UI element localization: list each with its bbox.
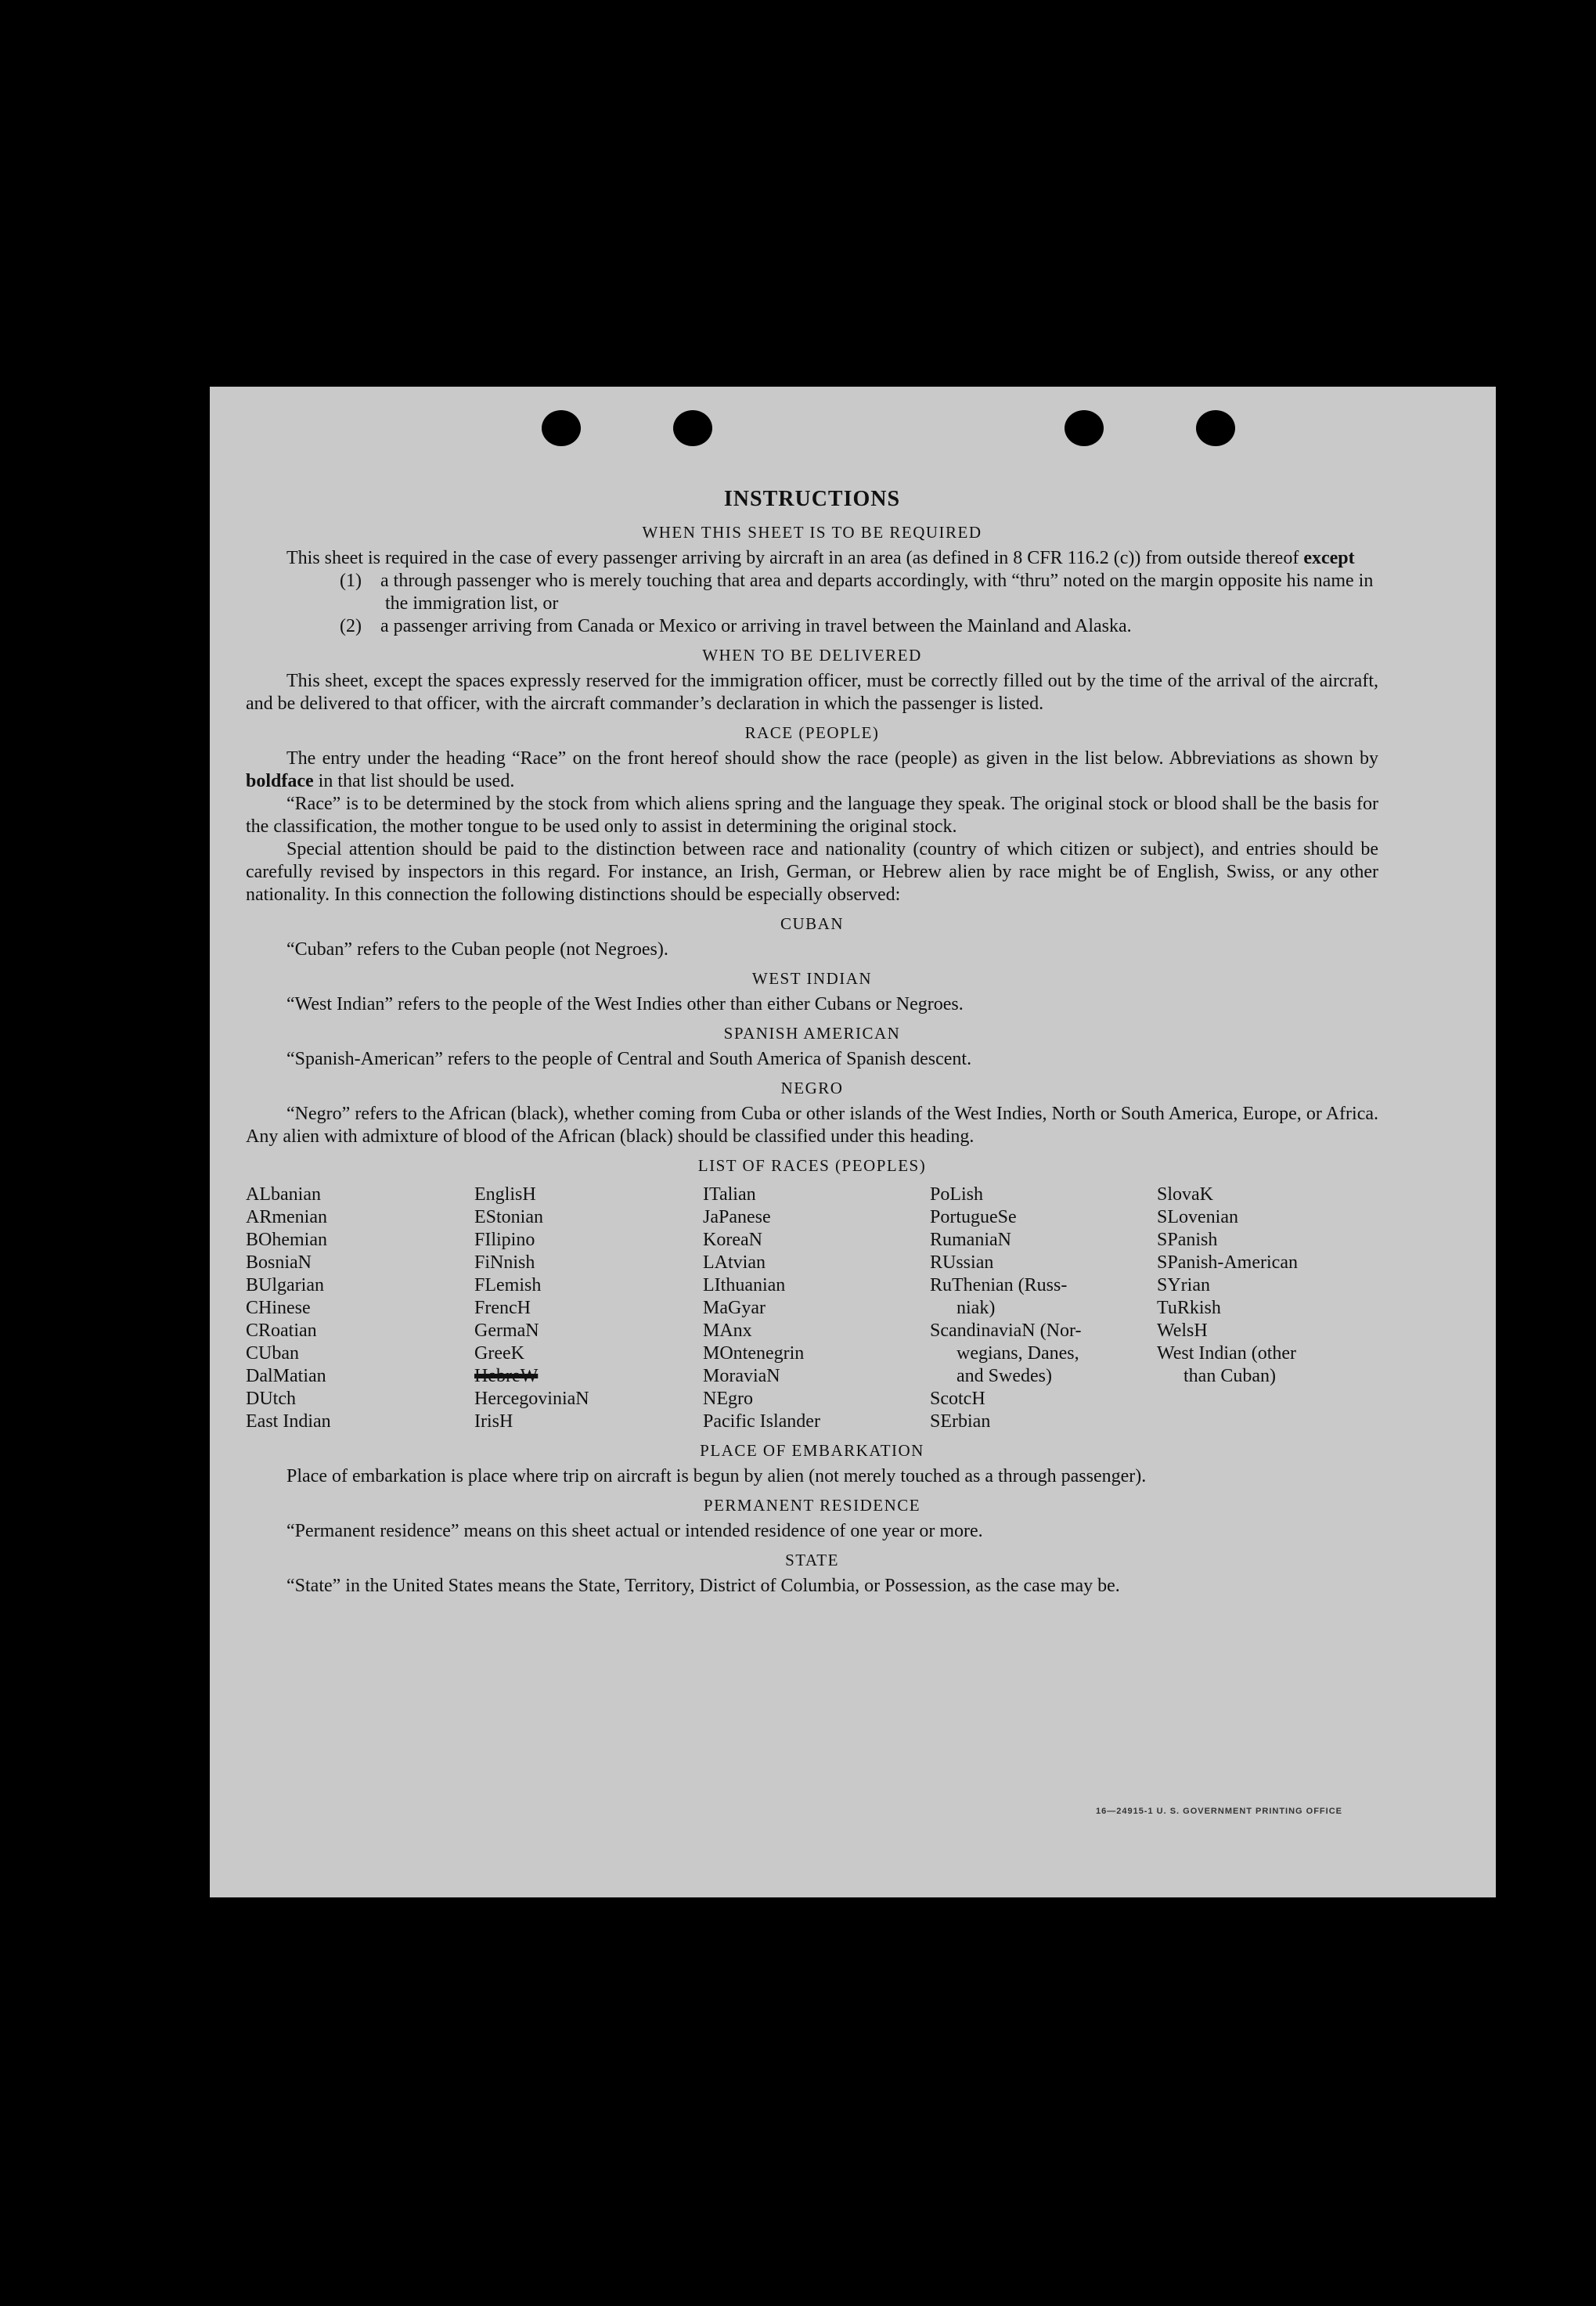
west-indian-text: “West Indian” refers to the people of the West Indies other than either Cubans or Negroes. <box>286 994 964 1014</box>
heading-race: RACE (PEOPLE) <box>744 723 880 742</box>
residence-text: “Permanent residence” means on this sheet actual or intended residence of one year or more. <box>286 1521 983 1541</box>
required-intro-text: This sheet is required in the case of every passenger arriving by aircraft in an area (as defined in 8 CFR 116.2 (c)) from outside thereof <box>286 548 1299 568</box>
race-entry: TuRkish <box>1157 1298 1221 1318</box>
state-text: “State” in the United States means the State, Territory, District of Columbia, or Possession, as the case may be. <box>286 1576 1120 1596</box>
race-entry: PortugueSe <box>930 1207 1017 1227</box>
race-entry: MaGyar <box>703 1298 766 1318</box>
race-entry: MoraviaN <box>703 1366 780 1386</box>
race-entry: WelsH <box>1157 1321 1208 1341</box>
race-entry: RUssian <box>930 1252 994 1273</box>
race-entry-continued: and Swedes) <box>957 1366 1052 1386</box>
race-entry: CUban <box>246 1343 299 1364</box>
heading-delivered: WHEN TO BE DELIVERED <box>702 646 922 665</box>
race-paragraph-3: Special attention should be paid to the distinction between race and nationality (country of which citizen or subject), and entries should be carefully revised by inspectors in this regard. For instance, an Irish, German, or Hebrew alien by race might be of English, Swiss, or any other nationality. In this connection the following distinctions should be especially observed: <box>246 839 1378 905</box>
race-entry: FrencH <box>474 1298 531 1318</box>
race-entry: SLovenian <box>1157 1207 1238 1227</box>
race-entry-continued: niak) <box>957 1298 996 1318</box>
race-entry: ITalian <box>703 1184 756 1205</box>
race-entry: RuThenian (Russ- <box>930 1275 1068 1295</box>
races-column <box>930 1184 1157 1433</box>
race-p1-text: The entry under the heading “Race” on the front hereof should show the race (people) as given in the list below. Abbreviations as shown by <box>286 748 1378 769</box>
race-entry: FLemish <box>474 1275 542 1295</box>
race-entry: CHinese <box>246 1298 311 1318</box>
race-entry: MOntenegrin <box>703 1343 805 1364</box>
heading-list-of-races: LIST OF RACES (PEOPLES) <box>697 1156 927 1175</box>
race-entry: RumaniaN <box>930 1230 1011 1250</box>
exception-number: (1) <box>340 571 362 591</box>
race-entry: PoLish <box>930 1184 984 1205</box>
race-entry: CRoatian <box>246 1321 317 1341</box>
race-entry: DUtch <box>246 1389 296 1409</box>
instruction-sheet <box>210 387 1496 1897</box>
exception-number: (2) <box>340 616 362 636</box>
race-entry: FiNnish <box>474 1252 535 1273</box>
race-paragraph-1 <box>246 748 1378 793</box>
race-entry: ScandinaviaN (Nor- <box>930 1321 1082 1341</box>
heading-spanish-american: SPANISH AMERICAN <box>723 1024 901 1043</box>
race-entry: ALbanian <box>246 1184 321 1205</box>
race-entry: IrisH <box>474 1411 513 1432</box>
race-entry: HercegoviniaN <box>474 1389 589 1409</box>
negro-text: “Negro” refers to the African (black), whether coming from Cuba or other islands of the West Indies, North or South America, Europe, or Africa. Any alien with admixture of blood of the African (black) should be classified under this heading. <box>246 1104 1378 1147</box>
race-entry: MAnx <box>703 1321 752 1341</box>
race-p1-text-end: in that list should be used. <box>318 771 515 791</box>
race-p1-boldface: boldface <box>246 771 314 791</box>
race-entry: KoreaN <box>703 1230 762 1250</box>
heading-required: WHEN THIS SHEET IS TO BE REQUIRED <box>642 523 982 542</box>
races-column <box>703 1184 930 1433</box>
races-list <box>246 1184 1378 1433</box>
race-entry: JaPanese <box>703 1207 771 1227</box>
embarkation-text: Place of embarkation is place where trip on aircraft is begun by alien (not merely touched as a through passenger). <box>286 1466 1147 1486</box>
race-entry: SErbian <box>930 1411 991 1432</box>
race-entry: SPanish-American <box>1157 1252 1298 1273</box>
races-column <box>246 1184 474 1433</box>
race-entry: BosniaN <box>246 1252 312 1273</box>
race-entry: GreeK <box>474 1343 524 1364</box>
heading-negro: NEGRO <box>780 1079 844 1097</box>
race-entry: GermaN <box>474 1321 539 1341</box>
race-entry: EnglisH <box>474 1184 536 1205</box>
binder-hole <box>1196 410 1235 446</box>
page-title: INSTRUCTIONS <box>723 487 901 511</box>
heading-west-indian: WEST INDIAN <box>751 969 873 988</box>
races-column <box>474 1184 703 1433</box>
race-entry: NEgro <box>703 1389 753 1409</box>
heading-embarkation: PLACE OF EMBARKATION <box>700 1441 924 1460</box>
required-intro-except: except <box>1303 548 1355 568</box>
exception-item <box>340 615 1378 638</box>
race-entry: East Indian <box>246 1411 331 1432</box>
binder-hole <box>542 410 581 446</box>
race-entry: West Indian (other <box>1157 1343 1297 1364</box>
race-entry: ScotcH <box>930 1389 985 1409</box>
race-entry: SlovaK <box>1157 1184 1213 1205</box>
heading-permanent-residence: PERMANENT RESIDENCE <box>703 1496 921 1515</box>
print-code: 16—24915-1 U. S. GOVERNMENT PRINTING OFFICE <box>1095 1807 1342 1816</box>
race-entry: EStonian <box>474 1207 543 1227</box>
required-intro <box>246 547 1378 570</box>
race-entry: LAtvian <box>703 1252 766 1273</box>
race-entry-struck: HebreW <box>474 1366 539 1386</box>
exception-text: a passenger arriving from Canada or Mexico or arriving in travel between the Mainland and Alaska. <box>380 616 1132 636</box>
races-column <box>1157 1184 1384 1433</box>
race-paragraph-2: “Race” is to be determined by the stock from which aliens spring and the language they speak. The original stock or blood shall be the basis for the classification, the mother tongue to be used only to assist in determining the original stock. <box>246 794 1378 837</box>
exception-text: a through passenger who is merely touching that area and departs accordingly, with “thru” noted on the margin opposite his name in the immigration list, or <box>380 571 1374 614</box>
binder-hole <box>1065 410 1104 446</box>
race-entry: SYrian <box>1157 1275 1210 1295</box>
heading-state: STATE <box>785 1551 839 1569</box>
race-entry: ARmenian <box>246 1207 327 1227</box>
race-entry: BOhemian <box>246 1230 327 1250</box>
race-entry: DalMatian <box>246 1366 326 1386</box>
race-entry: Pacific Islander <box>703 1411 820 1432</box>
race-entry-continued: wegians, Danes, <box>957 1343 1079 1364</box>
race-entry: LIthuanian <box>703 1275 786 1295</box>
race-entry-continued: than Cuban) <box>1183 1366 1276 1386</box>
exception-item <box>340 570 1378 615</box>
race-entry: SPanish <box>1157 1230 1218 1250</box>
delivered-text: This sheet, except the spaces expressly reserved for the immigration officer, must be correctly filled out by the time of the arrival of the aircraft, and be delivered to that officer, with the aircraft commander’s declaration in which the passenger is listed. <box>246 671 1378 714</box>
binder-hole <box>673 410 712 446</box>
cuban-text: “Cuban” refers to the Cuban people (not Negroes). <box>286 939 668 960</box>
race-entry: BUlgarian <box>246 1275 324 1295</box>
heading-cuban: CUBAN <box>780 914 844 933</box>
race-entry: FIlipino <box>474 1230 535 1250</box>
spanish-american-text: “Spanish-American” refers to the people of Central and South America of Spanish descent. <box>286 1049 972 1069</box>
